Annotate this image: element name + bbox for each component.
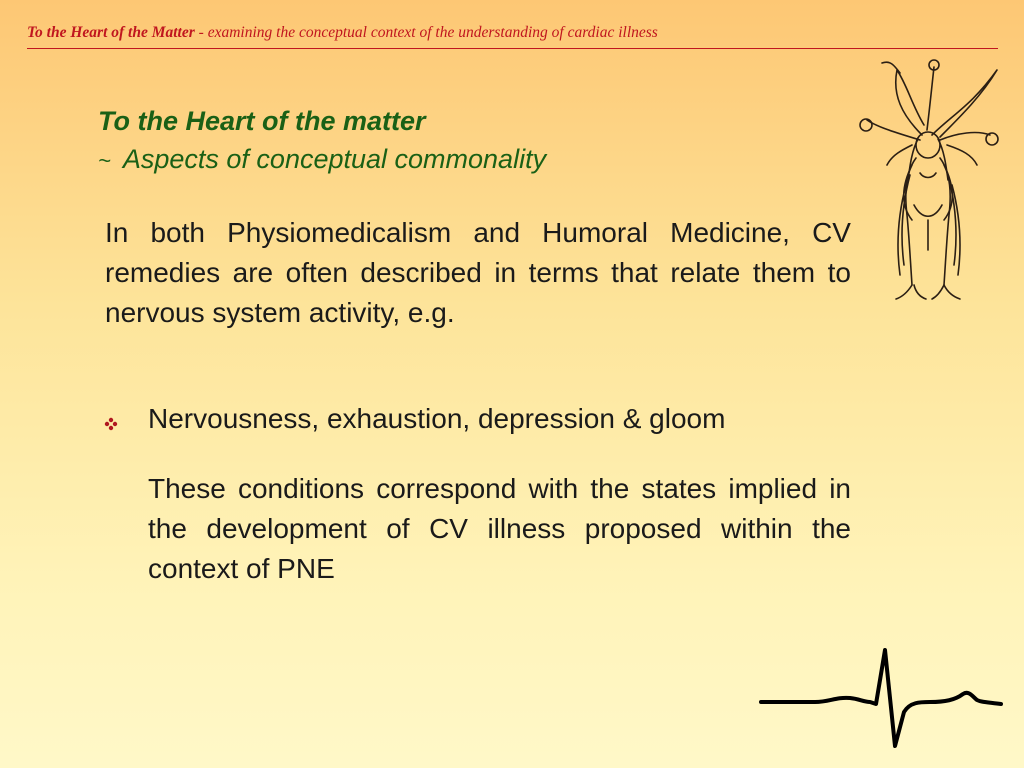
sub-paragraph: These conditions correspond with the states implied in the development of CV illness proposed within the context of PNE xyxy=(148,473,851,584)
header-divider xyxy=(27,48,998,49)
diamond-bullet-icon xyxy=(104,417,118,431)
slide-title-block xyxy=(98,103,546,181)
tilde-glyph: ~ xyxy=(98,148,111,173)
body-paragraph: In both Physiomedicalism and Humoral Medicine, CV remedies are often described in terms that relate them to nervous system activity, e.g. xyxy=(105,217,851,328)
header-separator: - xyxy=(194,24,208,41)
mandrake-figure-illustration xyxy=(852,55,1002,305)
slide-header xyxy=(27,24,658,42)
slide-subtitle: Aspects of conceptual commonality xyxy=(122,144,547,174)
slide-title: To the Heart of the matter xyxy=(98,106,426,136)
ecg-heartbeat-trace xyxy=(755,642,1010,754)
bullet-item: Nervousness, exhaustion, depression & gloom xyxy=(148,403,726,434)
header-title: To the Heart of the Matter xyxy=(27,24,195,41)
header-subtitle: examining the conceptual context of the understanding of cardiac illness xyxy=(207,24,658,41)
slide-subtitle-line xyxy=(98,139,546,181)
